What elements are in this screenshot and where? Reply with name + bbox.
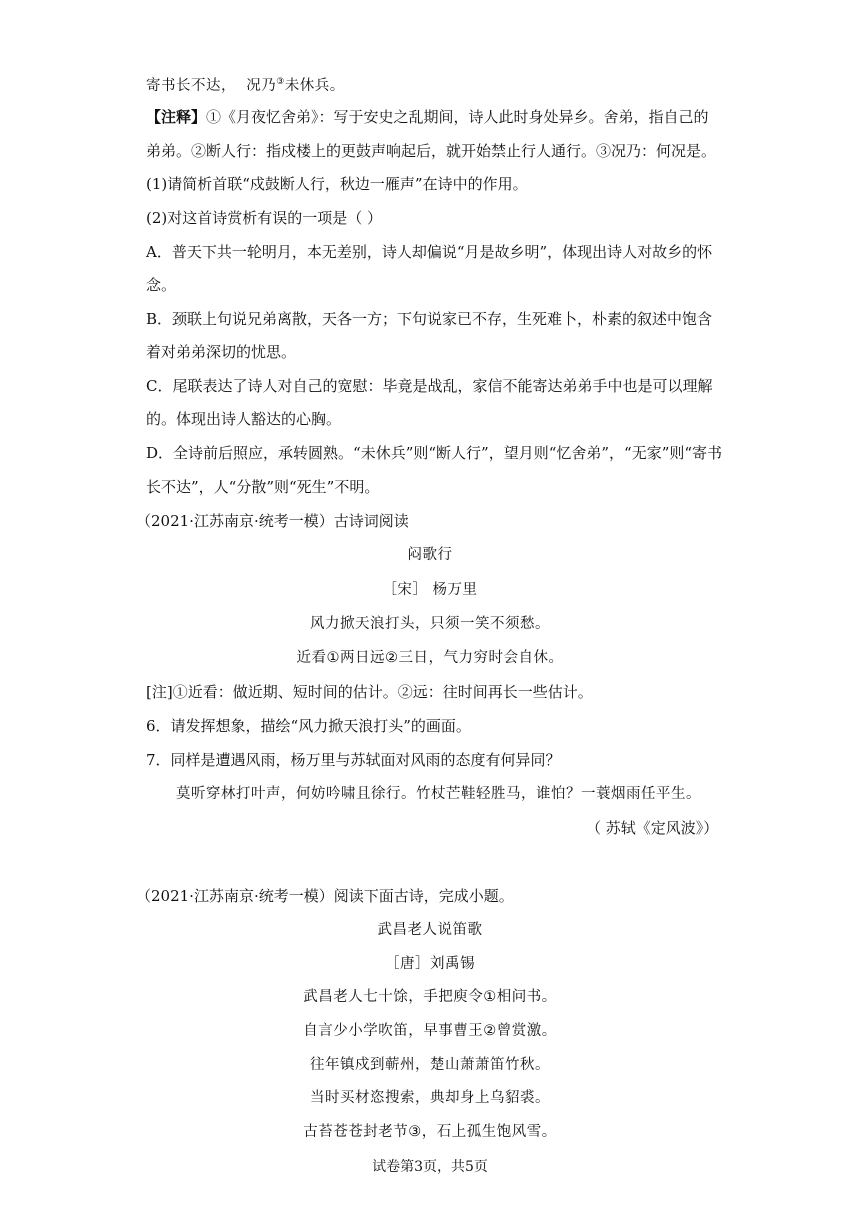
- option-b-line-2: 着对弟弟深切的忧思。: [146, 343, 297, 361]
- section-2-note: [注]①近看：做近期、短时间的估计。②远：往时间再长一些估计。: [146, 683, 593, 701]
- section-2-source: （2021·江苏南京·统考一模）古诗词阅读: [136, 512, 409, 530]
- poem-line-part2: 况乃: [246, 78, 277, 94]
- poem-last-line: [146, 72, 345, 96]
- option-a-line-1: A．普天下共一轮明月，本无差别，诗人却偏说“月是故乡明”，体现出诗人对故乡的怀: [146, 243, 713, 261]
- poem-line-part3: 未休兵。: [284, 78, 345, 94]
- quoted-poem-source: （ 苏轼《定风波》）: [586, 819, 719, 837]
- option-c-line-1: C．尾联表达了诗人对自己的宽慰：毕竟是战乱，家信不能寄达弟弟手中也是可以理解: [146, 377, 713, 395]
- section-2-poem-title: 闷歌行: [407, 547, 453, 563]
- question-2: (2)对这首诗赏析有误的一项是（ ）: [146, 209, 383, 227]
- section-3-poem-author: ［唐］刘禹锡: [385, 956, 475, 972]
- section-3-poem-line-2: 自言少小学吹笛，早事曹王②曾赏激。: [303, 1023, 557, 1039]
- section-3-poem-line-3: 往年镇戍到蕲州，楚山萧萧笛竹秋。: [310, 1057, 550, 1073]
- question-1: (1)请简析首联“戍鼓断人行，秋边一雁声”在诗中的作用。: [146, 175, 528, 193]
- annotation-line-2: 弟弟。②断人行：指戍楼上的更鼓声响起后，就开始禁止行人通行。③况乃：何况是。: [146, 142, 717, 160]
- section-3-poem-line-1: 武昌老人七十馀，手把庾令①相问书。: [303, 989, 557, 1005]
- section-2-poem-line-2: 近看①两日远②三日，气力穷时会自休。: [296, 650, 564, 666]
- footnote-marker: ③: [276, 77, 285, 87]
- section-3-source: （2021·江苏南京·统考一模）阅读下面古诗，完成小题。: [136, 887, 514, 905]
- question-6: 6．请发挥想象，描绘“风力掀天浪打头”的画面。: [146, 717, 471, 735]
- section-2-poem-author: ［宋］ 杨万里: [382, 582, 478, 598]
- annotation-label: 【注释】: [146, 108, 207, 126]
- question-7: 7．同样是遭遇风雨，杨万里与苏轼面对风雨的态度有何异同？: [146, 751, 561, 769]
- option-c-line-2: 的。体现出诗人豁达的心胸。: [146, 410, 342, 428]
- section-2-poem-line-1: 风力掀天浪打头，只须一笑不须愁。: [310, 616, 550, 632]
- option-d-line-1: D．全诗前后照应，承转圆熟。“未休兵”则“断人行”，望月则“忆舍弟”，“无家”则“寄书: [146, 444, 723, 462]
- annotation-text-1: ①《月夜忆舍弟》：写于安史之乱期间，诗人此时身处异乡。舍弟，指自己的: [206, 108, 709, 126]
- section-3-poem-title: 武昌老人说笛歌: [377, 922, 483, 938]
- option-d-line-2: 长不达”，人“分散”则“死生”不明。: [146, 478, 380, 496]
- option-a-line-2: 念。: [146, 276, 177, 294]
- section-3-poem-line-5: 古苔苍苍封老节③，石上孤生饱风雪。: [303, 1124, 557, 1140]
- section-3-poem-line-4: 当时买材恣搜索，典却身上乌貂裘。: [310, 1090, 550, 1106]
- annotation-line-1: [146, 107, 709, 127]
- quoted-poem: 莫听穿林打叶声，何妨吟啸且徐行。竹杖芒鞋轻胜马，谁怕？一蓑烟雨任平生。: [176, 786, 701, 802]
- poem-line-part1: 寄书长不达，: [146, 78, 236, 94]
- option-b-line-1: B．颈联上句说兄弟离散，天各一方；下句说家已不存，生死难卜，朴素的叙述中饱含: [146, 310, 713, 328]
- page-footer: 试卷第3页，共5页: [372, 1159, 488, 1175]
